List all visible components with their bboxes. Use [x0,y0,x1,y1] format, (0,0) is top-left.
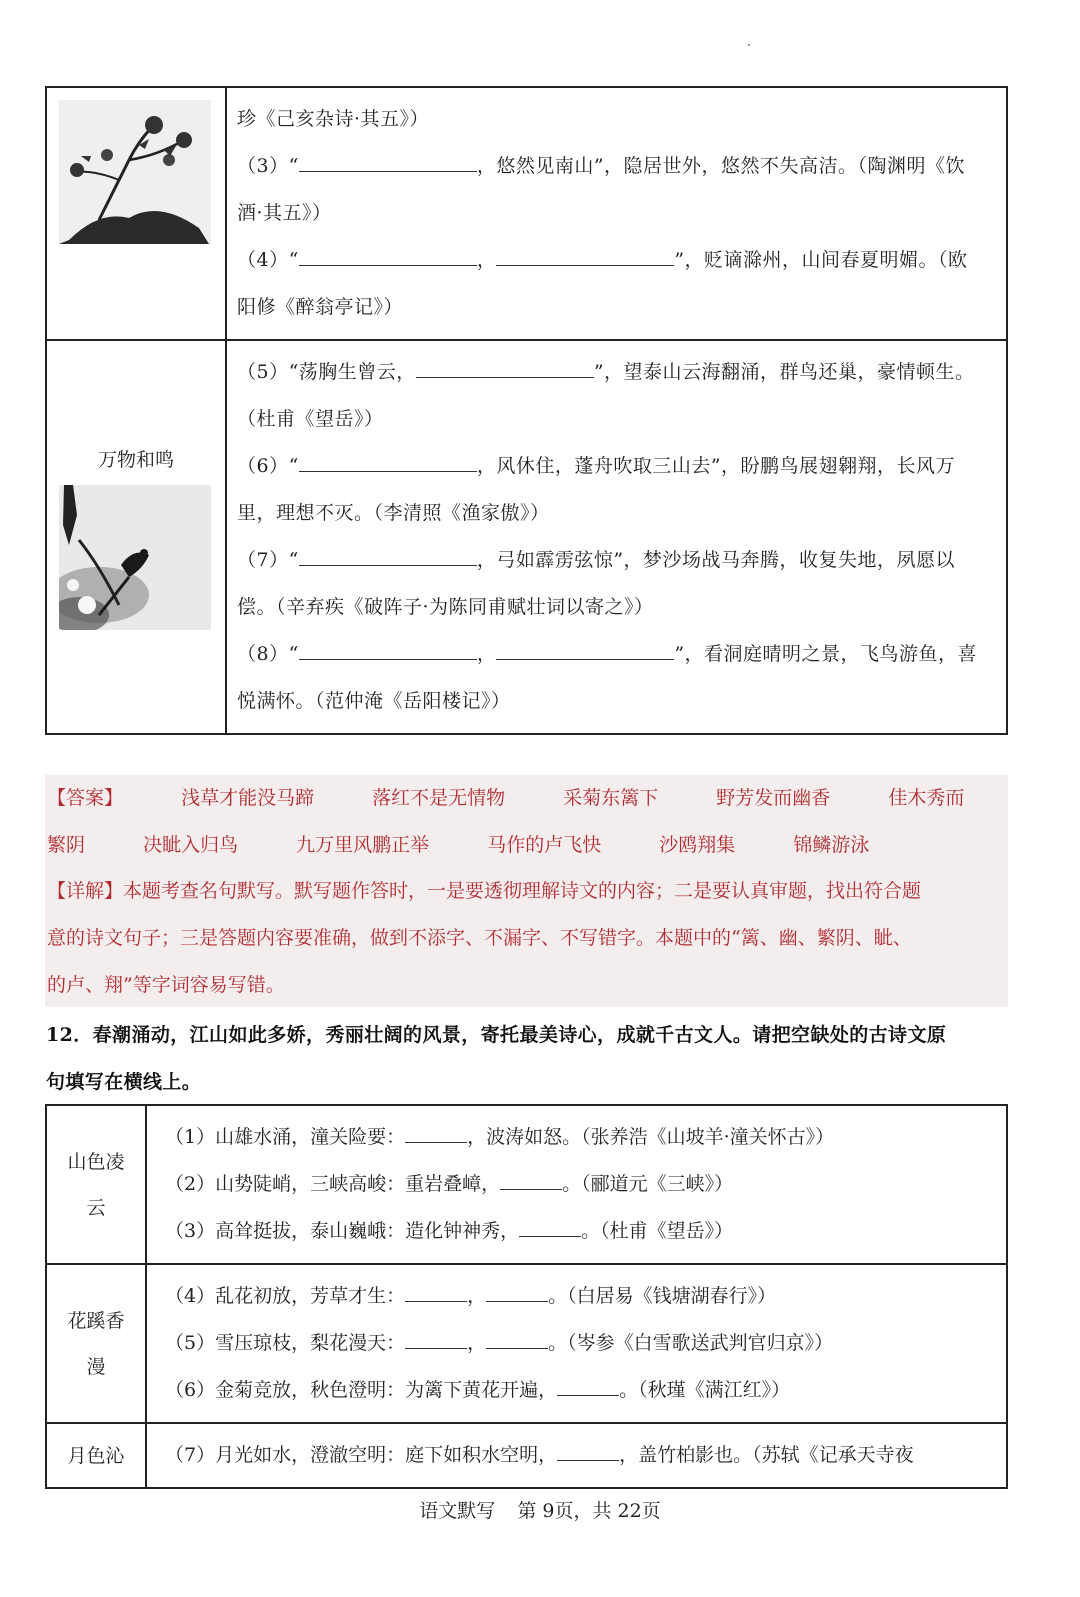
ink-flower-painting-image [59,100,211,244]
table1-row-1 [46,87,1007,340]
fill-line-5: （5）雪压琼枝，梨花漫天： ， 。（岑参《白雪歌送武判官归京》） [165,1332,834,1354]
category-cell [46,1105,146,1264]
answer-blank[interactable] [299,453,477,472]
answer-blank[interactable] [519,1218,581,1237]
answer-blank[interactable] [557,1442,619,1461]
table1-row-2 [46,340,1007,734]
answer-line-2 [47,822,869,868]
answer-tag: 【答案】 [47,787,124,809]
answer-item: 繁阴 [47,834,86,856]
answer-blank[interactable] [500,1171,562,1190]
scan-speck [748,44,750,46]
category-label: 云 [86,1196,106,1219]
answer-blank[interactable] [557,1377,619,1396]
answer-item: 九万里风鹏正举 [296,834,430,856]
table1-row2-content [226,340,1007,734]
answer-blank[interactable] [405,1124,467,1143]
fill-line-2: （2）山势陡峭，三峡高峻：重岩叠嶂， 。（郦道元《三峡》） [165,1173,734,1195]
table1-row2-label-cell [46,340,226,734]
detail-line-2 [47,915,912,961]
text-line: 悦满怀。（范仲淹《岳阳楼记》） [237,690,511,712]
answer-blank[interactable] [299,153,477,172]
text-line: 阳修《醉翁亭记》） [237,296,404,318]
answer-blank[interactable] [486,1330,548,1349]
poem-table-2 [45,1104,1008,1489]
question-line: 12．春潮涌动，江山如此多娇，秀丽壮阔的风景，寄托最美诗心，成就千古文人。请把空缺处的古诗文原 [46,1024,947,1046]
category-label: 万物和鸣 [97,449,174,471]
answer-line-1 [47,775,964,821]
question-line: 句填写在横线上。 [46,1071,202,1093]
answer-blank[interactable] [496,641,674,660]
page-footer [0,1496,1080,1523]
fill-line-5: （5）“荡胸生曾云， ”，望泰山云海翻涌，群鸟还巢，豪情顿生。 [237,361,975,383]
detail-text: 本题考查名句默写。默写题作答时，一是要透彻理解诗文的内容；二是要认真审题，找出符合题 [123,880,922,902]
section-content [146,1105,1007,1264]
section-content [146,1423,1007,1488]
answer-item: 落红不是无情物 [372,787,506,809]
fill-line-1: （1）山雄水涌，潼关险要： ，波涛如怒。（张养浩《山坡羊·潼关怀古》） [165,1126,835,1148]
answer-item: 浅草才能没马蹄 [181,787,315,809]
answer-blank[interactable] [486,1283,548,1302]
category-label: 月色沁 [67,1444,125,1467]
fill-line-3: （3）“ ，悠然见南山”，隐居世外，悠然不失高洁。（陶渊明《饮 [237,155,966,177]
answer-item: 决眦入归鸟 [143,834,239,856]
table2-section-1 [46,1105,1007,1264]
text-line: （杜甫《望岳》） [237,408,384,430]
answer-blank[interactable] [299,547,477,566]
footer-page-number: 第 9页，共 22页 [517,1500,661,1522]
table2-section-3 [46,1423,1007,1488]
text-line: 里，理想不灭。（李清照《渔家傲》） [237,502,550,524]
fill-line-6: （6）金菊竞放，秋色澄明：为篱下黄花开遍， 。（秋瑾《满江红》） [165,1379,791,1401]
fill-line-7: （7）“ ，弓如霹雳弦惊”，梦沙场战马奔腾，收复失地，夙愿以 [237,549,956,571]
answer-item: 佳木秀而 [888,787,965,809]
answer-item: 采菊东篱下 [563,787,659,809]
answer-blank[interactable] [405,1283,467,1302]
fill-line-3: （3）高耸挺拔，泰山巍峨：造化钟神秀， 。（杜甫《望岳》） [165,1220,734,1242]
category-label: 花蹊香 [67,1309,125,1332]
table1-row1-content [226,87,1007,340]
ink-bird-painting-image [59,485,211,630]
category-cell [46,1423,146,1488]
detail-tag: 【详解】 [47,880,124,902]
poem-table-1 [45,86,1008,735]
answer-blank[interactable] [405,1330,467,1349]
footer-subject: 语文默写 [419,1500,496,1522]
answer-section [45,775,1008,1007]
answer-blank[interactable] [299,641,477,660]
fill-line-4: （4）“ ， ”，贬谪滁州，山间春夏明媚。（欧 [237,249,968,271]
text-line: 酒·其五》） [237,202,332,224]
detail-line-3 [47,962,285,1008]
text-line: 珍《己亥杂诗·其五》） [237,108,430,130]
answer-blank[interactable] [299,247,477,266]
fill-line-4: （4）乱花初放，芳草才生： ， 。（白居易《钱塘湖春行》） [165,1285,777,1307]
answer-item: 沙鸥翔集 [659,834,736,856]
answer-item: 锦鳞游泳 [793,834,870,856]
detail-text: 意的诗文句子；三是答题内容要准确，做到不添字、不漏字、不写错字。本题中的“篱、幽、繁阴、眦、 [47,927,912,949]
section-content [146,1264,1007,1423]
fill-line-8: （8）“ ， ”，看洞庭晴明之景，飞鸟游鱼，喜 [237,643,978,665]
answer-blank[interactable] [416,359,594,378]
table1-row1-image-cell [46,87,226,340]
answer-item: 马作的卢飞快 [487,834,602,856]
fill-line-6: （6）“ ，风休住，蓬舟吹取三山去”，盼鹏鸟展翅翱翔，长风万 [237,455,956,477]
fill-line-7: （7）月光如水，澄澈空明：庭下如积水空明， ，盖竹柏影也。（苏轼《记承天寺夜 [165,1444,914,1466]
detail-text: 的卢、翔”等字词容易写错。 [47,974,285,996]
table2-section-2 [46,1264,1007,1423]
category-cell [46,1264,146,1423]
question-12-prompt [46,1012,1011,1106]
answer-item: 野芳发而幽香 [716,787,831,809]
category-label: 山色凌 [67,1150,125,1173]
category-label: 漫 [86,1355,106,1378]
answer-blank[interactable] [496,247,674,266]
detail-line-1 [47,868,921,914]
text-line: 偿。（辛弃疾《破阵子·为陈同甫赋壮词以寄之》） [237,596,654,618]
